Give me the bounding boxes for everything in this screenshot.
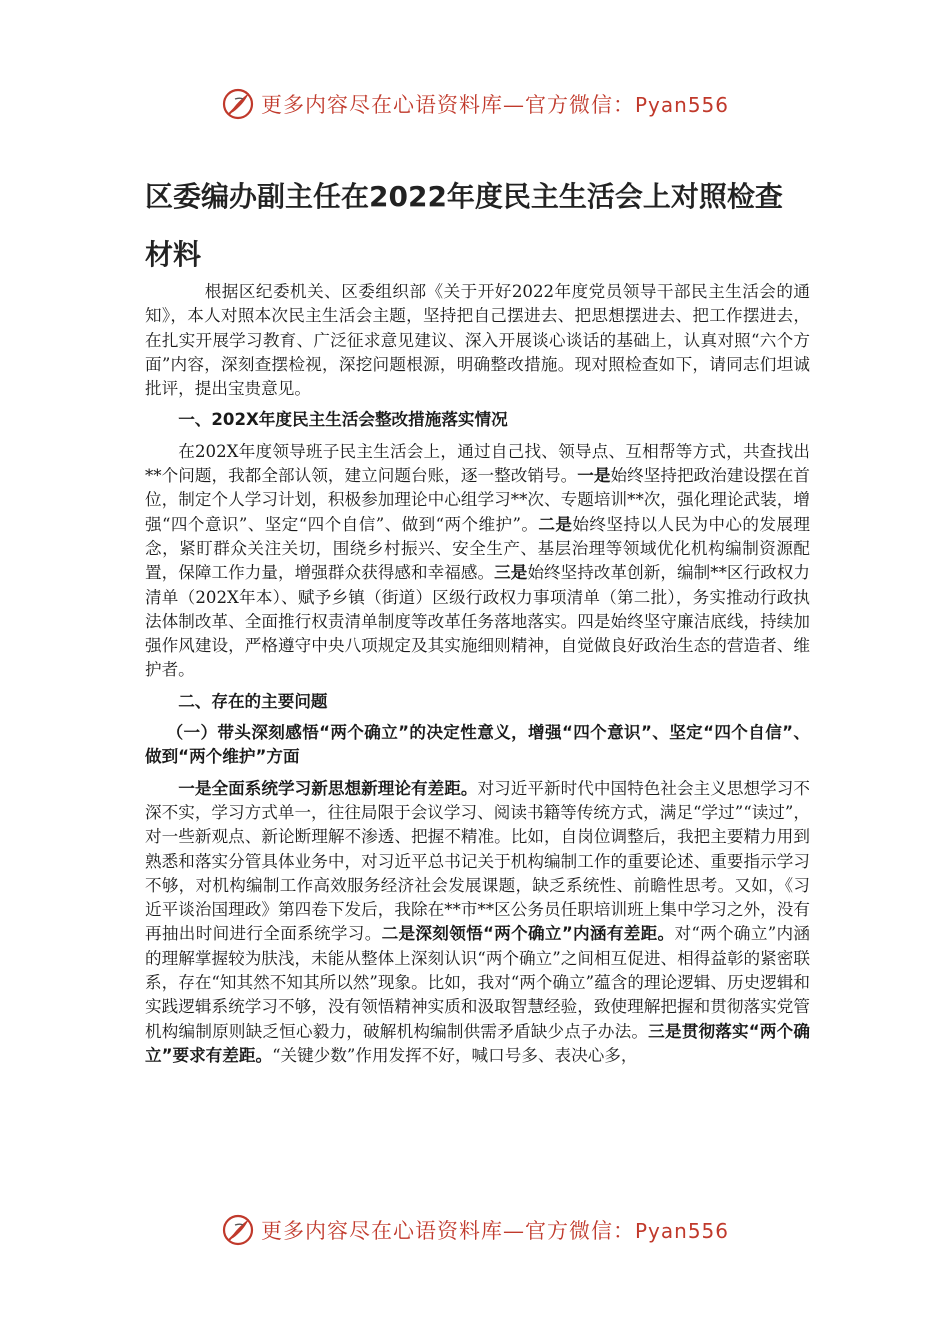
bold-lead: 一是 xyxy=(577,466,611,486)
bold-lead: 一是全面系统学习新思想新理论有差距。 xyxy=(178,778,478,798)
header-banner xyxy=(0,84,950,124)
section1-heading: 一、202X年度民主生活会整改措施落实情况 xyxy=(178,410,508,430)
section1-paragraph: 在202X年度领导班子民主生活会上，通过自己找、领导点、互相帮等方式，共查找出**个问题，我都全部认领，建立问题台账，逐一整改销号。一是始终坚持把政治建设摆在首位，制定个人学习计划，积极参加理论中心组学习**次、专题培训**次，强化理论武装，增强“四个意识”、坚定“四个自信”、做到“两个维护”。二是始终坚持以人民为中心的发展理念，紧盯群众关注关切，围绕乡村振兴、安全生产、基层治理等领域优化机构编制资源配置，保障工作力量，增强群众获得感和幸福感。三是始终坚持改革创新，编制**区行政权力清单（202X年本）、赋予乡镇（街道）区级行政权力事项清单（第二批），务实推动行政执法体制改革、全面推行权责清单制度等改革任务落地落实。四是始终坚守廉洁底线，持续加强作风建设，严格遵守中央八项规定及其实施细则精神，自觉做良好政治生态的营造者、维护者。 xyxy=(145,441,811,680)
bold-lead: 二是深刻领悟“两个确立”内涵有差距。 xyxy=(381,924,675,944)
banner-wechat-id: Pyan556 xyxy=(634,1219,729,1243)
footer-banner xyxy=(0,1210,950,1250)
bold-lead: 三是贯彻落实“两个确立”要求有差距。 xyxy=(145,1021,811,1065)
document-title: 区委编办副主任在2022年度民主生活会上对照检查材料 xyxy=(145,180,783,271)
subsection1-paragraph: 一是全面系统学习新思想新理论有差距。对习近平新时代中国特色社会主义思想学习不深不实，学习方式单一，往往局限于会议学习、阅读书籍等传统方式，满足“学过”“读过”，对一些新观点、新论断理解不渗透、把握不精准。比如，自岗位调整后，我把主要精力用到熟悉和落实分管具体业务中，对习近平总书记关于机构编制工作的重要论述、重要指示学习不够，对机构编制工作高效服务经济社会发展课题，缺乏系统性、前瞻性思考。又如，《习近平谈治国理政》第四卷下发后，我除在**市**区公务员任职培训班上集中学习之外，没有再抽出时间进行全面系统学习。二是深刻领悟“两个确立”内涵有差距。对“两个确立”内涵的理解掌握较为肤浅，未能从整体上深刻认识“两个确立”之间相互促进、相得益彰的紧密联系，存在“知其然不知其所以然”现象。比如，我对“两个确立”蕴含的理论逻辑、历史逻辑和实践逻辑系统学习不够，没有领悟精神实质和汲取智慧经验，致使理解把握和贯彻落实党管机构编制原则缺乏恒心毅力，破解机构编制供需矛盾缺少点子办法。三是贯彻落实“两个确立”要求有差距。“关键少数”作用发挥不好，喊口号多、表决心多， xyxy=(145,778,811,1065)
banner-text: 更多内容尽在心语资料库—官方微信： xyxy=(260,93,635,117)
intro-paragraph: 根据区纪委机关、区委组织部《关于开好2022年度党员领导干部民主生活会的通知》，本人对照本次民主生活会主题，坚持把自己摆进去、把思想摆进去、把工作摆进去，在扎实开展学习教育、广泛征求意见建议、深入开展谈心谈话的基础上，认真对照“六个方面”内容，深刻查摆检视，深挖问题根源，明确整改措施。现对照检查如下，请同志们坦诚批评，提出宝贵意见。 xyxy=(145,282,810,399)
banner-wechat-id: Pyan556 xyxy=(634,93,729,117)
document-body xyxy=(145,280,810,1068)
banner-text: 更多内容尽在心语资料库—官方微信： xyxy=(260,1219,635,1243)
quill-logo-icon xyxy=(221,1213,255,1247)
subsection1-heading: （一）带头深刻感悟“两个确立”的决定性意义，增强“四个意识”、坚定“四个自信”、做到“两个维护”方面 xyxy=(145,723,810,767)
bold-lead: 二是 xyxy=(538,514,573,534)
section2-heading: 二、存在的主要问题 xyxy=(178,691,328,711)
quill-logo-icon xyxy=(221,87,255,121)
bold-lead: 三是 xyxy=(494,563,528,583)
